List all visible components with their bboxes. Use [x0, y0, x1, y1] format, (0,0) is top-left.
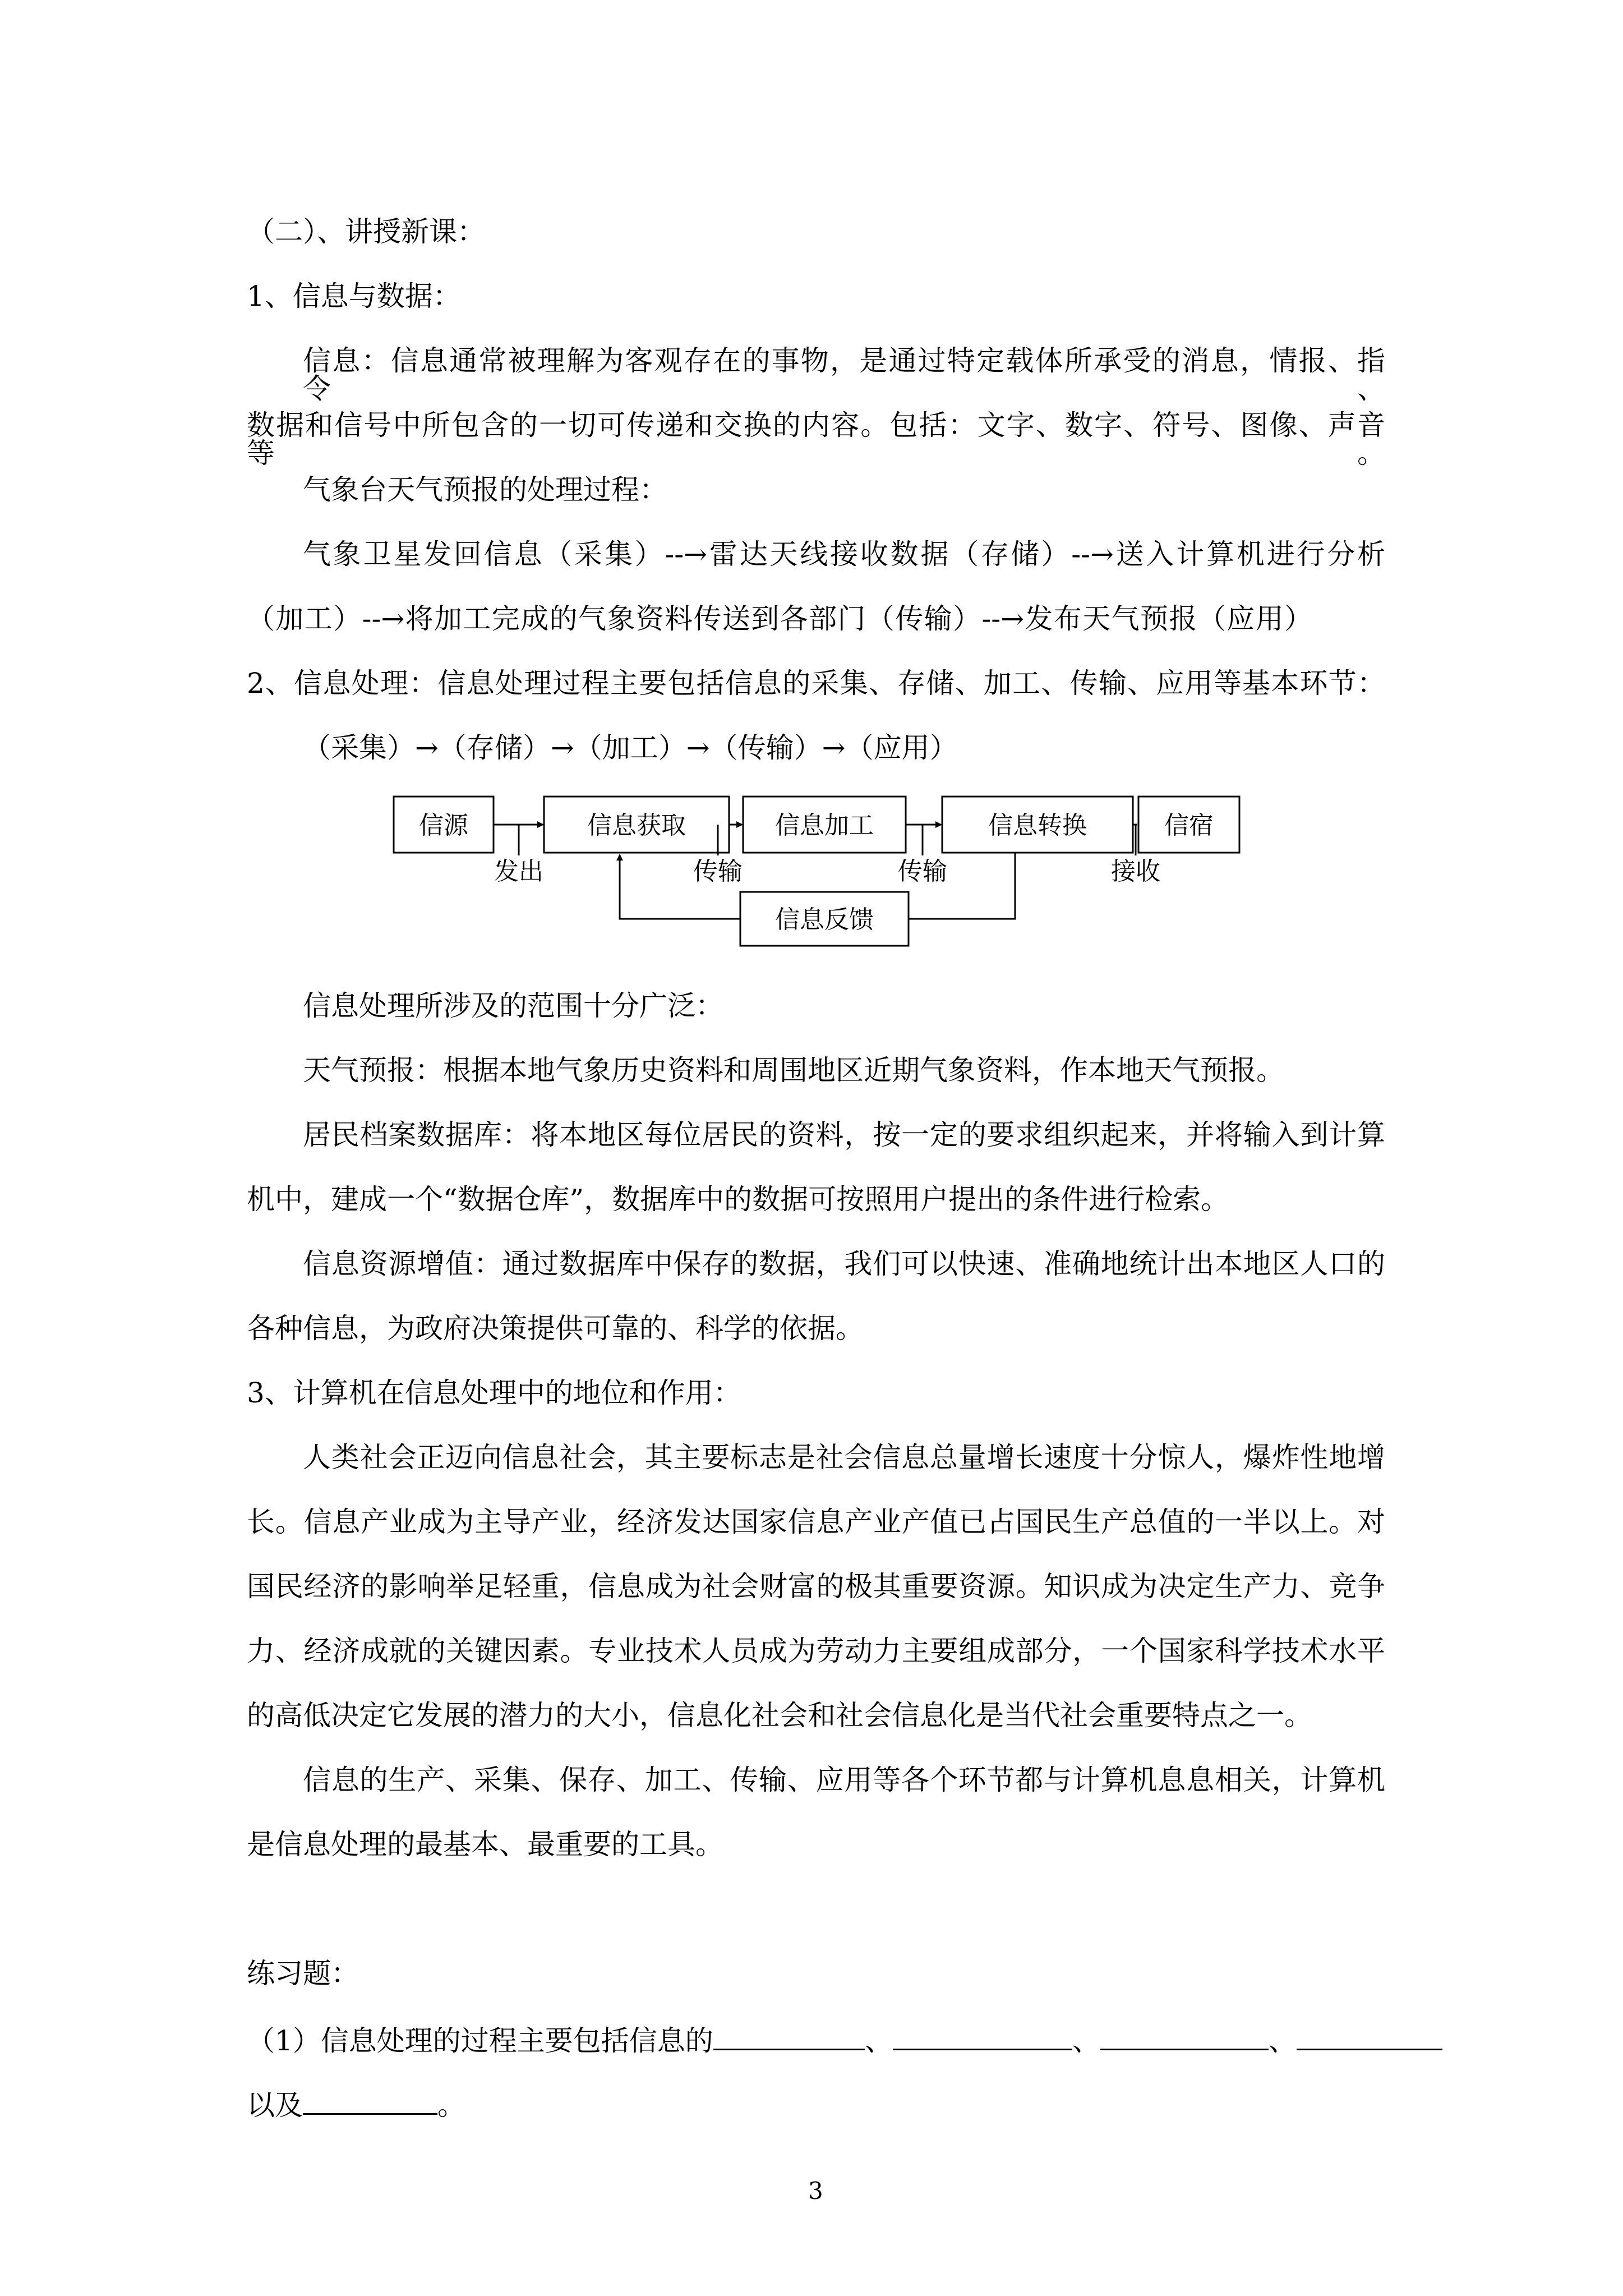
scope-title: 信息处理所涉及的范围十分广泛： — [303, 990, 723, 1022]
box-conversion-label: 信息转换 — [988, 811, 1087, 840]
box-processing-label: 信息加工 — [775, 811, 874, 840]
box-conversion — [942, 797, 1133, 853]
computer-role-p1-line-3: 国民经济的影响举足轻重，信息成为社会财富的极其重要资源。知识成为决定生产力、竞争 — [247, 1570, 1385, 1603]
answer-blank-1[interactable] — [713, 2024, 865, 2050]
box-sink-label: 信宿 — [1164, 811, 1214, 840]
exercise-heading: 练习题： — [247, 1957, 359, 1990]
answer-blank-4[interactable] — [1297, 2024, 1442, 2050]
info-definition-line-2: 数据和信号中所包含的一切可传递和交换的内容。包括：文字、数字、符号、图像、声音等。 — [247, 409, 1385, 470]
box-source — [394, 797, 494, 853]
separator: 、 — [1268, 2024, 1297, 2057]
box-source-label: 信源 — [419, 811, 468, 840]
exercise-q1-line-2 — [247, 2088, 465, 2122]
page-number: 3 — [808, 2177, 823, 2205]
section-heading: （二）、讲授新课： — [247, 215, 485, 248]
box-acquisition-label: 信息获取 — [587, 811, 686, 840]
separator: 、 — [864, 2024, 893, 2057]
separator: 、 — [1072, 2024, 1100, 2057]
box-processing — [743, 797, 906, 853]
computer-role-p1-line-2: 长。信息产业成为主导产业，经济发达国家信息产业产值已占国民生产总值的一半以上。对 — [247, 1506, 1385, 1538]
label-transfer-2: 传输 — [898, 857, 947, 886]
label-send: 发出 — [494, 857, 543, 886]
processing-steps: （采集）→（存储）→（加工）→（传输）→（应用） — [303, 731, 958, 764]
answer-blank-2[interactable] — [893, 2024, 1072, 2050]
weather-process-line-1: 气象卫星发回信息（采集）--→雷达天线接收数据（存储）--→送入计算机进行分析 — [303, 538, 1385, 570]
example-value-line-2: 各种信息，为政府决策提供可靠的、科学的依据。 — [247, 1312, 864, 1345]
weather-process-line-2: （加工）--→将加工完成的气象资料传送到各部门（传输）--→发布天气预报（应用） — [247, 602, 1312, 635]
example-weather: 天气预报：根据本地气象历史资料和周围地区近期气象资料，作本地天气预报。 — [303, 1054, 1284, 1087]
answer-blank-3[interactable] — [1100, 2024, 1269, 2050]
box-feedback — [740, 892, 909, 946]
label-transfer-1: 传输 — [693, 857, 743, 886]
computer-role-p2-line-1: 信息的生产、采集、保存、加工、传输、应用等各个环节都与计算机息息相关，计算机 — [303, 1764, 1385, 1796]
weather-process-title: 气象台天气预报的处理过程： — [303, 473, 667, 506]
exercise-q1-line2-prefix: 以及 — [247, 2089, 303, 2122]
heading-computer-role: 3、计算机在信息处理中的地位和作用： — [247, 1377, 741, 1409]
heading-info-processing: 2、信息处理：信息处理过程主要包括信息的采集、存储、加工、传输、应用等基本环节： — [247, 667, 1385, 700]
answer-blank-5[interactable] — [303, 2088, 437, 2115]
label-receive: 接收 — [1111, 857, 1160, 886]
computer-role-p1-line-4: 力、经济成就的关键因素。专业技术人员成为劳动力主要组成部分，一个国家科学技术水平 — [247, 1635, 1385, 1667]
box-sink — [1138, 797, 1239, 853]
box-feedback-label: 信息反馈 — [775, 905, 874, 934]
exercise-q1-end: 。 — [437, 2089, 465, 2122]
example-value-line-1: 信息资源增值：通过数据库中保存的数据，我们可以快速、准确地统计出本地区人口的 — [303, 1248, 1385, 1280]
computer-role-p1-line-5: 的高低决定它发展的潜力的大小，信息化社会和社会信息化是当代社会重要特点之一。 — [247, 1699, 1312, 1732]
computer-role-p1-line-1: 人类社会正迈向信息社会，其主要标志是社会信息总量增长速度十分惊人，爆炸性地增 — [303, 1441, 1385, 1474]
example-database-line-2: 机中，建成一个“数据仓库”，数据库中的数据可按照用户提出的条件进行检索。 — [247, 1183, 1229, 1216]
info-definition-line-1: 信息：信息通常被理解为客观存在的事物，是通过特定载体所承受的消息，情报、指令、 — [303, 344, 1385, 405]
exercise-q1-line-1 — [247, 2024, 1442, 2055]
box-acquisition — [544, 797, 729, 853]
info-processing-diagram — [381, 780, 1256, 948]
heading-info-and-data: 1、信息与数据： — [247, 280, 461, 312]
computer-role-p2-line-2: 是信息处理的最基本、最重要的工具。 — [247, 1828, 723, 1861]
exercise-q1-prefix: （1）信息处理的过程主要包括信息的 — [247, 2024, 713, 2057]
example-database-line-1: 居民档案数据库：将本地区每位居民的资料，按一定的要求组织起来，并将输入到计算 — [303, 1119, 1385, 1151]
